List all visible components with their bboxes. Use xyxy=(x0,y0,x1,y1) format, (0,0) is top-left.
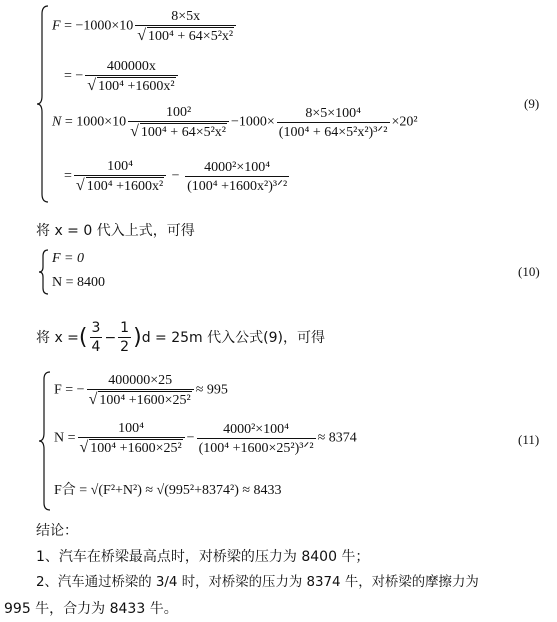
eq9-line3-fraction1: $\frac{\text{100²}}{\text{√ 100⁴ + 64×5²x²}}$ xyxy=(128,104,229,141)
conclusion-item-2-line2: 995 牛，合力为 8433 牛。 xyxy=(4,601,178,617)
eq11-line2-denominator2: (100⁴ +1600×25²)³ᐟ² xyxy=(197,438,316,457)
text2-post: d = 25m 代入公式(9)，可得 xyxy=(141,330,325,346)
eq11-line1-numerator: 400000×25 xyxy=(108,373,173,388)
conclusion-item-1: 1、汽车在桥梁最高点时，对桥梁的压力为 8400 牛； xyxy=(36,549,370,565)
eq11-line1-denominator: 100⁴ +1600×25² xyxy=(99,393,191,408)
eq9-line4-denominator2: (100⁴ +1600x²)³ᐟ² xyxy=(185,176,289,195)
eq11-line2-fraction1: $\frac{\text{100⁴}}{\text{√ 100⁴ +1600×25²}}$ xyxy=(78,420,185,457)
text2-minus: − xyxy=(104,330,117,346)
eq9-line4: = $\frac{\text{100⁴}}{\text{√ 100⁴ +1600x²}}$ − $\frac{\text{4000²×100⁴}}{\text{(100⁴ +1600x²)³ᐟ²}}$ xyxy=(64,159,288,194)
eq11-line1 xyxy=(54,372,228,409)
eq9-line2-denominator: 100⁴ +1600x² xyxy=(98,79,175,94)
eq9-line2-fraction: $\frac{400000x}{\text{√ 100⁴ +1600x²}}$ xyxy=(85,58,177,95)
eq9-line4-lead: = xyxy=(64,168,72,184)
conclusion-item-2-line1: 2、汽车通过桥梁的 3/4 时，对桥梁的压力为 8374 牛，对桥梁的摩擦力为 xyxy=(36,575,479,590)
eq9-line1-denominator: 100⁴ + 64×5²x² xyxy=(148,29,234,44)
eq9-line4-numerator2: 4000²×100⁴ xyxy=(204,159,271,175)
eq9-line3-tail: ×20² xyxy=(391,114,418,130)
text-substitute-x0: 将 x = 0 代入上式，可得 xyxy=(36,223,195,239)
eq11-line2-numerator1: 100⁴ xyxy=(118,421,145,436)
eq9-line1-lhs: F xyxy=(52,18,61,34)
eq9-line3 xyxy=(52,104,418,141)
eq10-line1: F = 0 xyxy=(52,251,84,266)
eq10-line2: N = 8400 xyxy=(52,275,106,290)
text2-fraction1 xyxy=(90,320,103,356)
eq9-number: (9) xyxy=(524,96,540,111)
eq9-line2 xyxy=(64,58,180,95)
eq9-line1-coef: = −1000×10 xyxy=(60,18,134,34)
eq9-line3-denominator1: 100⁴ + 64×5²x² xyxy=(140,125,226,140)
brace-eq11 xyxy=(38,370,52,512)
eq9-line1-numerator: 8×5x xyxy=(171,9,201,24)
eq9-line4-fraction2 xyxy=(185,159,289,195)
eq9-line3-lhs: N xyxy=(52,114,62,130)
eq11-line2-fraction2 xyxy=(197,421,316,457)
text2-f1-num: 3 xyxy=(91,320,101,336)
eq9-line3-mid: −1000× xyxy=(231,114,275,130)
eq9-line2-lead: = − xyxy=(64,68,84,84)
eq11-line1-fraction: $\frac{400000\times 25}{\text{√ 100⁴ +1600×25²}}$ xyxy=(87,372,194,409)
brace-eq10 xyxy=(38,248,50,296)
eq10-number: (10) xyxy=(518,264,540,279)
eq9-line2-numerator: 400000x xyxy=(106,59,156,74)
eq9-line3-denominator2: (100⁴ + 64×5²x²)³ᐟ² xyxy=(277,122,390,141)
eq9-line4-fraction1: $\frac{\text{100⁴}}{\text{√ 100⁴ +1600x²}}$ xyxy=(74,158,166,195)
text2-f2-num: 1 xyxy=(120,320,130,336)
text2-f2-den: 2 xyxy=(120,339,130,355)
eq9-line3-numerator1: 100² xyxy=(165,105,192,120)
eq9-line1-fraction: $\frac{8\times 5x}{\text{√ 100⁴ + 64×5²x²}}$ xyxy=(135,8,236,45)
eq11-line2-numerator2: 4000²×100⁴ xyxy=(223,421,290,437)
eq11-line2-tail: ≈ 8374 xyxy=(317,430,357,446)
eq9-line3-fraction2 xyxy=(277,105,390,141)
eq11-line1-tail: ≈ 995 xyxy=(195,382,228,398)
eq11-line2-minus: − xyxy=(186,430,195,446)
text2-fraction2 xyxy=(118,320,131,356)
eq11-line2-lhs: N = xyxy=(54,430,76,446)
eq9-line3-coef: = 1000×10 xyxy=(61,114,127,130)
text2-pre: 将 x = xyxy=(36,330,79,346)
eq11-number: (11) xyxy=(518,432,540,447)
eq9-line4-denominator1: 100⁴ +1600x² xyxy=(86,179,164,194)
eq9-line3-numerator2: 8×5×100⁴ xyxy=(305,105,361,121)
text-substitute-x: 将 x =( $\frac{3}{4}$ − $\frac{1}{2}$ )d = 25m 代入公式(9)，可得 xyxy=(36,320,325,355)
eq11-line1-lhs: F = − xyxy=(54,382,85,398)
text2-f1-den: 4 xyxy=(91,339,101,355)
eq9-line4-numerator1: 100⁴ xyxy=(107,159,133,174)
eq9-line1 xyxy=(52,8,238,45)
conclusion-title: 结论： xyxy=(36,523,78,539)
brace-eq9 xyxy=(36,4,50,204)
eq11-line3: F合 = √(F²+N²) ≈ √(995²+8374²) ≈ 8433 xyxy=(54,483,282,498)
eq11-line2-denominator1: 100⁴ +1600×25² xyxy=(90,441,182,456)
eq11-line2 xyxy=(54,420,357,457)
